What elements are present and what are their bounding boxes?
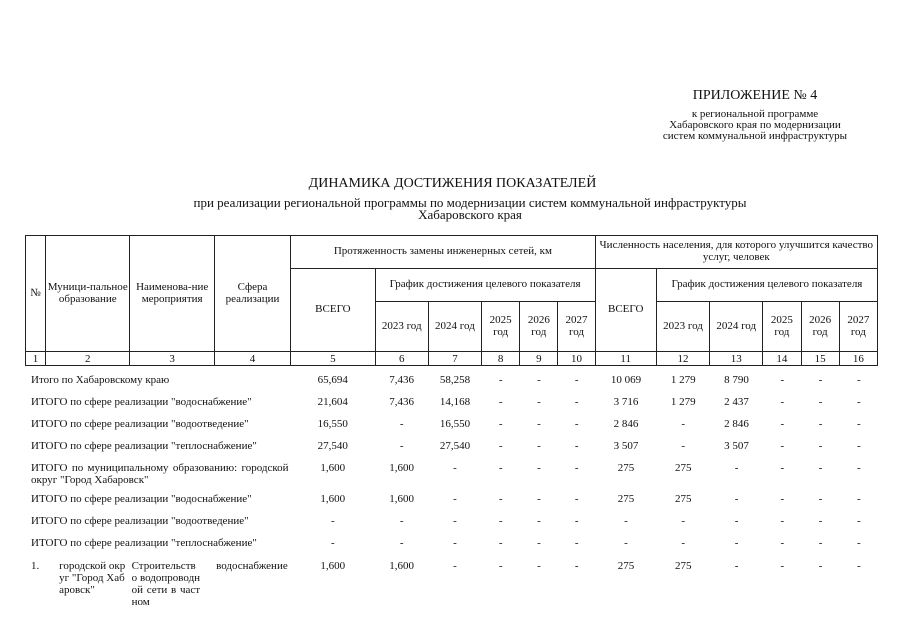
summary-row-value: 10 069 (610, 374, 642, 386)
header-year: 2023 год (656, 302, 709, 352)
summary-row-value: 1,600 (389, 493, 415, 505)
summary-row-value: - (734, 462, 739, 474)
summary-row-value: - (498, 396, 503, 408)
summary-row-value: 275 (675, 462, 692, 474)
item-value: - (856, 560, 861, 572)
summary-row-value: - (624, 537, 628, 549)
summary-row (25, 512, 878, 534)
summary-row-value: - (856, 374, 861, 386)
summary-row-value: - (498, 462, 503, 474)
summary-row-value: 58,258 (439, 374, 471, 386)
summary-row-value: - (399, 515, 404, 527)
summary-row-value: - (856, 440, 861, 452)
summary-row-value: - (453, 462, 457, 474)
indicator-table-header (25, 235, 878, 366)
summary-row-value: - (537, 493, 541, 505)
summary-row-value: - (734, 493, 739, 505)
item-value: - (453, 560, 457, 572)
summary-row-value: 27,540 (439, 440, 471, 452)
summary-row-value: 16,550 (439, 418, 471, 430)
summary-row-value: - (537, 418, 541, 430)
summary-row-value: - (537, 515, 541, 527)
summary-row-value: - (818, 515, 823, 527)
summary-row-value: - (780, 418, 785, 430)
summary-row-value: - (734, 537, 739, 549)
item-row (25, 556, 878, 608)
summary-row-value: - (681, 418, 686, 430)
summary-row-value: - (574, 537, 579, 549)
item-value: - (734, 560, 739, 572)
column-number: 7 (428, 352, 481, 366)
summary-row-value: - (780, 440, 785, 452)
item-value: 275 (617, 560, 635, 572)
summary-row-value: 1,600 (320, 493, 346, 505)
summary-row-value: - (818, 396, 823, 408)
column-number: 2 (46, 352, 130, 366)
summary-row-value: - (818, 440, 823, 452)
summary-row-value: 1,600 (389, 462, 415, 474)
column-number: 11 (595, 352, 656, 366)
summary-row-value: - (818, 418, 823, 430)
summary-row-value: 275 (675, 493, 692, 505)
document-subtitle-2: Хабаровского края (418, 207, 522, 222)
summary-row-value: - (818, 493, 823, 505)
header-no: № (26, 236, 46, 352)
summary-row-value: - (780, 493, 785, 505)
summary-row-value: - (330, 537, 335, 549)
header-municipality: Муници-пальное образование (46, 236, 130, 352)
column-number: 9 (520, 352, 558, 366)
summary-row-value: 1,600 (320, 462, 346, 474)
summary-row (25, 393, 878, 415)
header-population-schedule: График достижения целевого показателя (656, 269, 877, 302)
summary-row-value: - (856, 396, 861, 408)
column-number: 16 (839, 352, 877, 366)
summary-row-value: 21,604 (317, 396, 348, 408)
summary-row-value: - (537, 374, 541, 386)
summary-row-value: - (498, 515, 503, 527)
header-year: 2024 год (428, 302, 481, 352)
header-year: 2027 год (558, 302, 595, 352)
item-value: - (574, 560, 579, 572)
summary-row-value: - (574, 396, 579, 408)
header-length-total: ВСЕГО (291, 269, 375, 352)
column-number: 12 (656, 352, 709, 366)
column-number: 3 (130, 352, 214, 366)
summary-row-value: - (681, 537, 686, 549)
summary-row-value: - (453, 537, 457, 549)
summary-row-value: - (856, 515, 861, 527)
summary-row-value: - (498, 418, 503, 430)
summary-row-value: - (780, 396, 785, 408)
item-no: 1. (31, 560, 40, 572)
header-length-schedule: График достижения целевого показателя (375, 269, 595, 302)
summary-row-value: - (780, 374, 785, 386)
summary-row-value: - (574, 374, 579, 386)
appendix-line-2: Хабаровского края по модернизации (669, 119, 841, 131)
summary-row-label: ИТОГО по муниципальному образованию: городской округ "Город Хабаровск" (31, 462, 289, 487)
summary-row-value: - (818, 537, 823, 549)
summary-row-value: - (399, 537, 404, 549)
summary-row-label: ИТОГО по сфере реализации "водоснабжение" (31, 493, 252, 505)
column-number: 13 (710, 352, 763, 366)
summary-row-value: - (780, 537, 785, 549)
item-municipality: городской округ "Город Хабаровск" (59, 560, 126, 597)
summary-row-value: - (574, 493, 579, 505)
item-measure: Строительство водопроводной сети в частном (131, 560, 201, 609)
summary-row-value: 2 437 (724, 396, 749, 408)
summary-row-value: - (330, 515, 335, 527)
summary-row-value: - (453, 515, 457, 527)
summary-row (25, 371, 878, 393)
column-number: 10 (558, 352, 595, 366)
summary-row-value: 3 716 (613, 396, 639, 408)
summary-row-value: - (574, 418, 579, 430)
summary-row-value: 14,168 (439, 396, 471, 408)
appendix-line-1: к региональной программе (691, 108, 819, 120)
header-year: 2023 год (375, 302, 428, 352)
item-value: - (818, 560, 823, 572)
summary-row-value: - (681, 440, 686, 452)
summary-row-value: 65,694 (317, 374, 348, 386)
column-number: 1 (26, 352, 46, 366)
header-year: 2025 год (482, 302, 520, 352)
summary-row-value: 1 279 (670, 396, 696, 408)
column-number: 14 (763, 352, 801, 366)
summary-row-label: ИТОГО по сфере реализации "водоотведение" (31, 515, 249, 527)
summary-row-value: - (856, 462, 861, 474)
item-value: 1,600 (389, 560, 415, 572)
summary-row (25, 490, 878, 512)
summary-row-value: - (856, 418, 861, 430)
summary-row-value: - (681, 515, 686, 527)
appendix-number: ПРИЛОЖЕНИЕ № 4 (692, 88, 818, 103)
header-measure: Наименова-ние мероприятия (130, 236, 214, 352)
header-year: 2025 год (763, 302, 801, 352)
item-sphere: водоснабжение (216, 560, 288, 572)
indicator-table-body (25, 371, 878, 608)
summary-row-value: 2 846 (613, 418, 639, 430)
summary-row-value: - (399, 418, 404, 430)
header-year: 2027 год (839, 302, 877, 352)
summary-row-value: - (574, 515, 579, 527)
summary-row-value: - (537, 440, 541, 452)
summary-row-value: - (498, 440, 503, 452)
column-number: 15 (801, 352, 839, 366)
summary-row (25, 415, 878, 437)
summary-row-value: - (537, 396, 541, 408)
item-value: 275 (675, 560, 692, 572)
header-population-group: Численность населения, для которого улучшится качество услуг, человек (595, 236, 877, 269)
summary-row-value: 7,436 (389, 374, 415, 386)
summary-row-label: ИТОГО по сфере реализации "теплоснабжение" (31, 537, 257, 549)
header-year: 2024 год (710, 302, 763, 352)
summary-row-value: - (399, 440, 404, 452)
summary-row-value: 8 790 (724, 374, 749, 386)
header-sphere: Сфера реализации (214, 236, 290, 352)
summary-row-label: ИТОГО по сфере реализации "водоснабжение" (31, 396, 252, 408)
item-value: - (537, 560, 541, 572)
summary-row-label: ИТОГО по сфере реализации "теплоснабжение" (31, 440, 257, 452)
document-title: ДИНАМИКА ДОСТИЖЕНИЯ ПОКАЗАТЕЛЕЙ (308, 176, 597, 191)
summary-row-value: - (856, 493, 861, 505)
summary-row-value: - (818, 462, 823, 474)
summary-row-label: Итого по Хабаровскому краю (31, 374, 170, 386)
summary-row-value: - (780, 462, 785, 474)
column-number: 4 (214, 352, 290, 366)
item-value: 1,600 (320, 560, 346, 572)
summary-row-value: - (498, 374, 503, 386)
column-number: 6 (375, 352, 428, 366)
header-population-total: ВСЕГО (595, 269, 656, 352)
summary-row-value: 7,436 (389, 396, 415, 408)
summary-row-value: - (498, 493, 503, 505)
column-number: 8 (482, 352, 520, 366)
item-value: - (498, 560, 503, 572)
summary-row-value: 275 (617, 462, 635, 474)
summary-row-label: ИТОГО по сфере реализации "водоотведение" (31, 418, 249, 430)
appendix-line-3: систем коммунальной инфраструктуры (662, 130, 848, 142)
summary-row-value: - (780, 515, 785, 527)
header-year: 2026 год (520, 302, 558, 352)
summary-row-value: 3 507 (724, 440, 749, 452)
summary-row-value: - (453, 493, 457, 505)
summary-row-value: 3 507 (613, 440, 639, 452)
summary-row (25, 459, 878, 490)
header-length-group: Протяженность замены инженерных сетей, км (291, 236, 595, 269)
summary-row-value: 27,540 (317, 440, 348, 452)
summary-row-value: 16,550 (317, 418, 348, 430)
summary-row-value: 275 (617, 493, 635, 505)
summary-row-value: - (537, 462, 541, 474)
summary-row-value: 2 846 (724, 418, 749, 430)
column-number-row (26, 352, 878, 366)
summary-row-value: - (537, 537, 541, 549)
column-number: 5 (291, 352, 375, 366)
summary-row-value: - (574, 440, 579, 452)
summary-row-value: - (856, 537, 861, 549)
summary-row-value: - (818, 374, 823, 386)
summary-row (25, 534, 878, 556)
item-value: - (780, 560, 785, 572)
summary-row-value: - (624, 515, 628, 527)
summary-row-value: - (734, 515, 739, 527)
summary-row (25, 437, 878, 459)
document-subtitle-1: при реализации региональной программы по модернизации систем коммунальной инфраструктуры (193, 195, 747, 210)
header-year: 2026 год (801, 302, 839, 352)
summary-row-value: 1 279 (670, 374, 696, 386)
summary-row-value: - (574, 462, 579, 474)
summary-row-value: - (498, 537, 503, 549)
